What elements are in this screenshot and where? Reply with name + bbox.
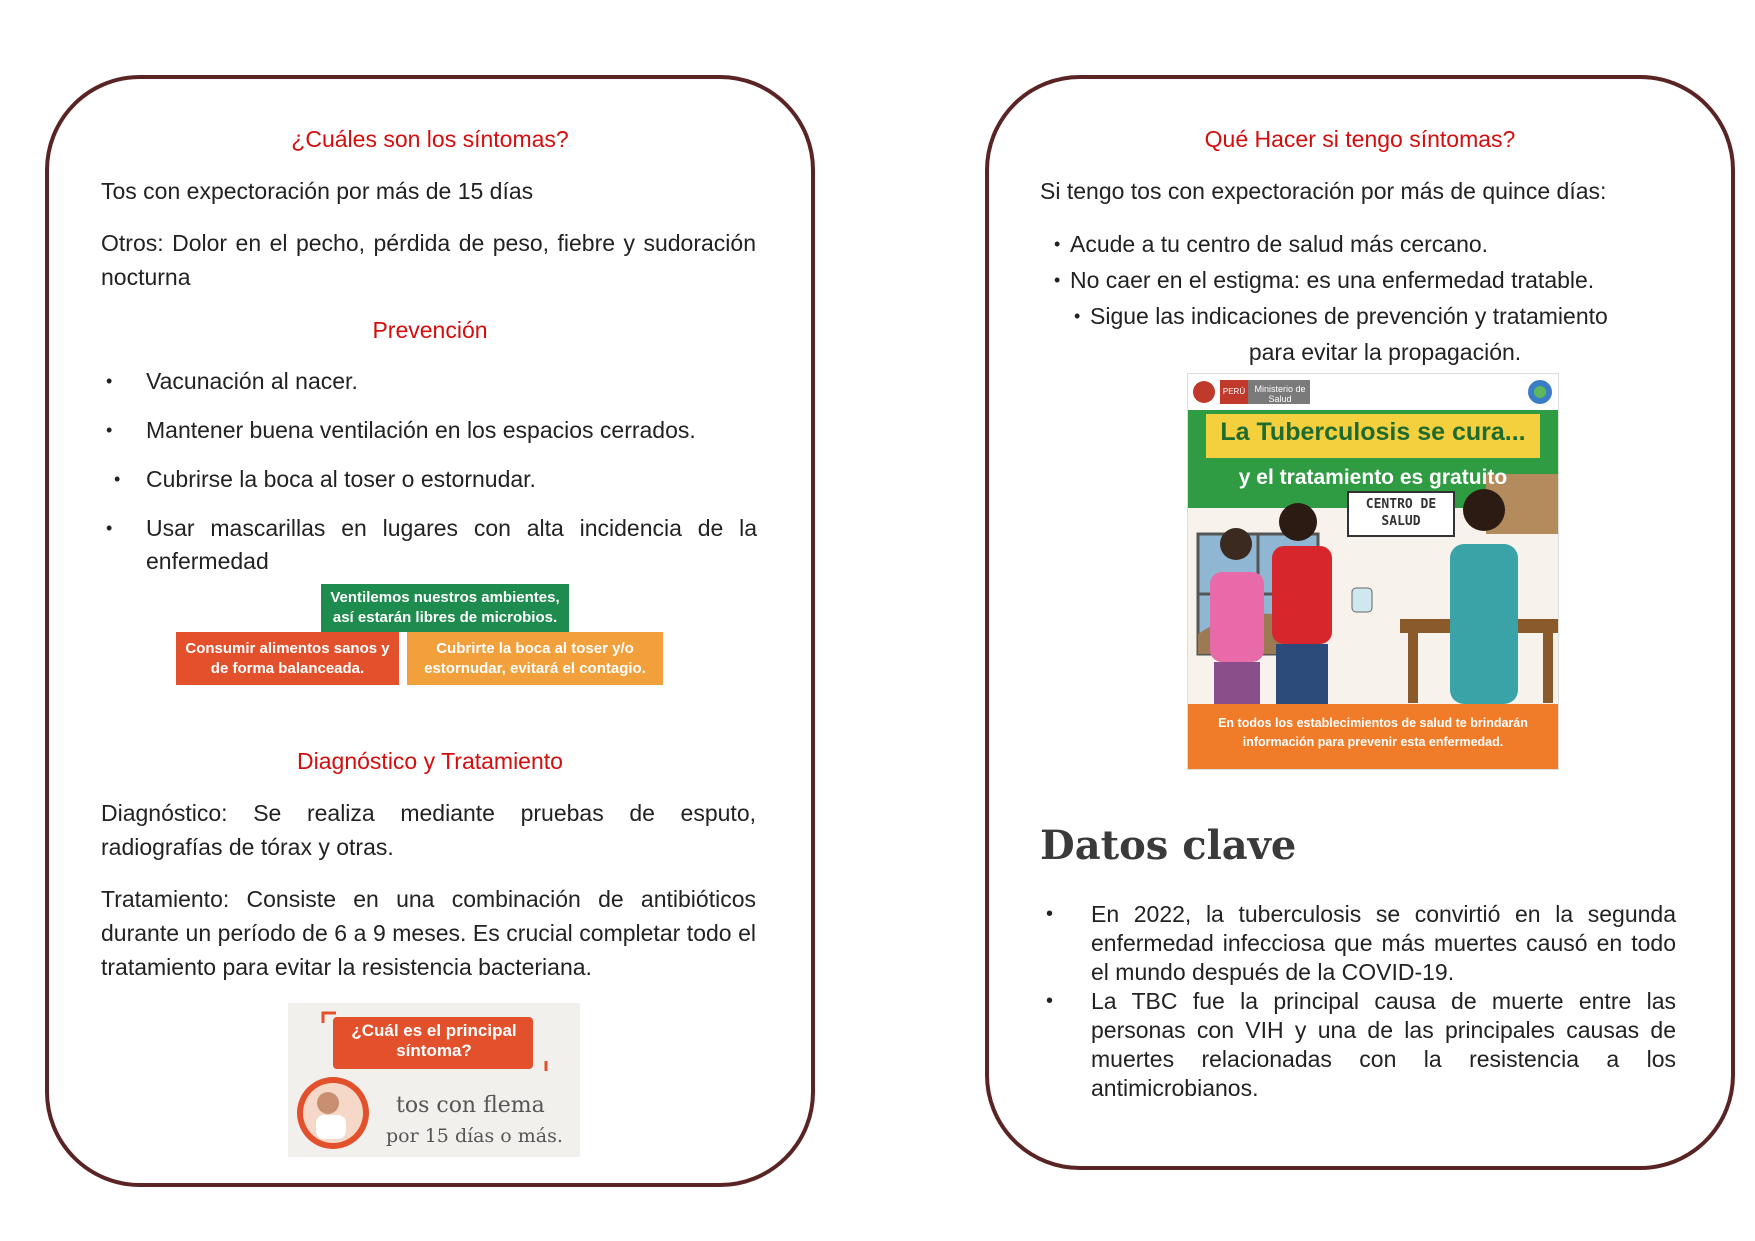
treatment-text: Tratamiento: Consiste en una combinación de antibióticos durante un período de 6 a 9 meses. Es crucial completar todo el tratamiento para evitar la resistencia bacteriana. — [101, 886, 756, 980]
prevention-list — [100, 365, 757, 578]
list-item: • Usar mascarillas en lugares con alta incidencia de la enfermedad — [106, 515, 757, 574]
todo-list — [1040, 228, 1690, 333]
symptoms-other: Otros: Dolor en el pecho, pérdida de peso, fiebre y sudoración nocturna — [101, 230, 756, 290]
symptom-question: ¿Cuál es el principal síntoma? — [351, 1021, 517, 1060]
diagnosis-text: Diagnóstico: Se realiza mediante pruebas de esputo, radiografías de tórax y otras. — [101, 800, 756, 860]
list-item: • Acude a tu centro de salud más cercano. — [1054, 231, 1489, 257]
list-item: • En 2022, la tuberculosis se convirtió en la segunda enfermedad infecciosa que más muertes causó en todo el mundo después de la COVID-19. — [1046, 900, 1676, 987]
list-item: • Mantener buena ventilación en los espacios cerrados. — [106, 417, 696, 443]
diagnosis-title: Diagnóstico y Tratamiento — [297, 748, 563, 774]
poster-sign: CENTRO DE SALUD — [1365, 497, 1437, 529]
key-facts-title: Datos clave — [1040, 822, 1297, 869]
cover-mouth-banner: Cubrirte la boca al toser y/o estornudar, evitará el contagio. — [407, 632, 663, 685]
symptoms-main: Tos con expectoración por más de 15 días — [101, 178, 534, 204]
poster-title: La Tuberculosis se cura... — [1220, 418, 1526, 446]
main-symptom-card — [288, 1003, 580, 1157]
todo-item-continuation: para evitar la propagación. — [1248, 339, 1522, 365]
symptoms-title: ¿Cuáles son los síntomas? — [291, 126, 569, 152]
symptom-answer-1: tos con flema — [396, 1093, 545, 1118]
list-item: • Vacunación al nacer. — [106, 368, 358, 394]
symptom-answer-2: por 15 días o más. — [386, 1125, 563, 1147]
list-item: • La TBC fue la principal causa de muerte entre las personas con VIH y una de las principales causas de muertes relacionadas con la resistencia a los antimicrobianos. — [1046, 987, 1676, 1103]
poster-subtitle: y el tratamiento es gratuito — [1238, 466, 1508, 489]
poster-ministry: Ministerio de Salud — [1254, 384, 1306, 404]
ventilation-banner: Ventilemos nuestros ambientes, así estarán libres de microbios. — [321, 584, 569, 632]
list-item: • No caer en el estigma: es una enfermedad tratable. — [1054, 267, 1595, 293]
poster-footer: En todos los establecimientos de salud te brindarán información para prevenir esta enfermedad. — [1218, 716, 1528, 749]
todo-title: Qué Hacer si tengo síntomas? — [1204, 126, 1516, 152]
poster-peru: PERÚ — [1222, 387, 1246, 396]
list-item: • Cubrirse la boca al toser o estornudar. — [114, 466, 536, 492]
food-banner: Consumir alimentos sanos y de forma balanceada. — [176, 632, 399, 685]
prevention-title: Prevención — [372, 317, 488, 343]
tuberculosis-poster — [1187, 373, 1559, 770]
todo-intro: Si tengo tos con expectoración por más de quince días: — [1040, 178, 1607, 204]
key-facts-list — [1046, 900, 1676, 1103]
list-item: • Sigue las indicaciones de prevención y tratamiento — [1074, 303, 1608, 329]
